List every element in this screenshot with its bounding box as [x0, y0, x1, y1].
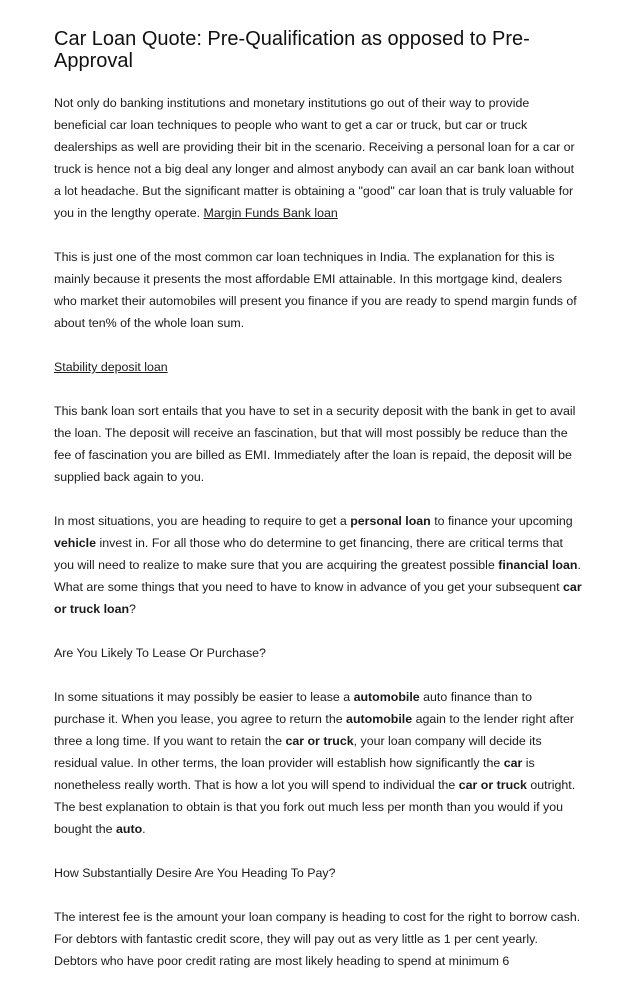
page-title: Car Loan Quote: Pre-Qualification as opposed to Pre-Approval — [54, 28, 530, 72]
text-run: . What are some things that you need to have to know in advance of you get your subsequent — [54, 558, 581, 594]
text-run: auto finance than to purchase it. When you lease, you agree to return the — [54, 690, 532, 726]
paragraph-personal-loan — [54, 510, 584, 620]
security-deposit-link[interactable]: Stability deposit loan — [54, 360, 168, 374]
paragraph-interest: The interest fee is the amount your loan company is heading to cost for the right to borrow cash. For debtors with fantastic credit score, they will pay out as very little as 1 per cent yearly. Debtors who have poor credit rating are most likely heading to spend at minimum 6 — [54, 910, 581, 968]
keyword-car-or-truck: car or truck — [285, 734, 354, 748]
text-run: outright. The best explanation to obtain is that you fork out much less per month than you would if you bought the — [54, 778, 576, 836]
text-run: is nonetheless really worth. That is how a lot you will spend to individual the — [54, 756, 535, 792]
text-run: ? — [129, 602, 136, 616]
keyword-car-or-truck: car or truck — [458, 778, 527, 792]
text-run: again to the lender right after three a long time. If you want to retain the — [54, 712, 575, 748]
text-run: to finance your upcoming — [430, 514, 573, 528]
text-run: In most situations, you are heading to require to get a — [54, 514, 351, 528]
document-body — [54, 92, 584, 994]
paragraph-intro — [54, 92, 584, 224]
keyword-auto: auto — [116, 822, 143, 836]
keyword-financial-loan: financial loan — [498, 558, 578, 572]
keyword-automobile: automobile — [346, 712, 413, 726]
text-run: , your loan company will decide its residual value. In other terms, the loan provider will establish how significantly the — [54, 734, 542, 770]
paragraph-text: Not only do banking institutions and monetary institutions go out of their way to provide beneficial car loan techniques to people who want to get a car or truck, but car or truck dealerships as well are providing their bit in the scenario. Receiving a personal loan for a car or truck is hence not a big deal any longer and almost anybody can avail an car bank loan without a lot headache. But the significant matter is obtaining a "good" car loan that is truly valuable for you in the lengthy operate. — [54, 96, 575, 220]
text-run: In some situations it may possibly be easier to lease a — [54, 690, 354, 704]
text-run: . — [142, 822, 146, 836]
paragraph-lease — [54, 686, 584, 840]
paragraph-margin-funds: This is just one of the most common car loan techniques in India. The explanation for this is mainly because it presents the most affordable EMI attainable. In this mortgage kind, dealers who market their automobiles will present you finance if you are ready to spend margin funds of about ten% of the whole loan sum. — [54, 250, 577, 330]
keyword-vehicle: vehicle — [54, 536, 97, 550]
keyword-car: car — [503, 756, 523, 770]
margin-funds-link[interactable]: Margin Funds Bank loan — [203, 206, 338, 220]
keyword-automobile: automobile — [353, 690, 420, 704]
heading-interest: How Substantially Desire Are You Heading To Pay? — [54, 866, 336, 880]
text-run: invest in. For all those who do determine to get financing, there are critical terms that you will need to realize to make sure that you are acquiring the greatest possible — [54, 536, 563, 572]
keyword-personal-loan: personal loan — [350, 514, 431, 528]
heading-lease-or-purchase: Are You Likely To Lease Or Purchase? — [54, 646, 266, 660]
security-deposit-paragraph — [54, 356, 584, 378]
paragraph-security-deposit: This bank loan sort entails that you have to set in a security deposit with the bank in get to avail the loan. The deposit will receive an fascination, but that will most possibly be reduce than the fee of fascination you are billed as EMI. Immediately after the loan is repaid, the deposit will be supplied back again to you. — [54, 404, 576, 484]
keyword-car-or-truck-loan: car or truck loan — [54, 580, 582, 616]
